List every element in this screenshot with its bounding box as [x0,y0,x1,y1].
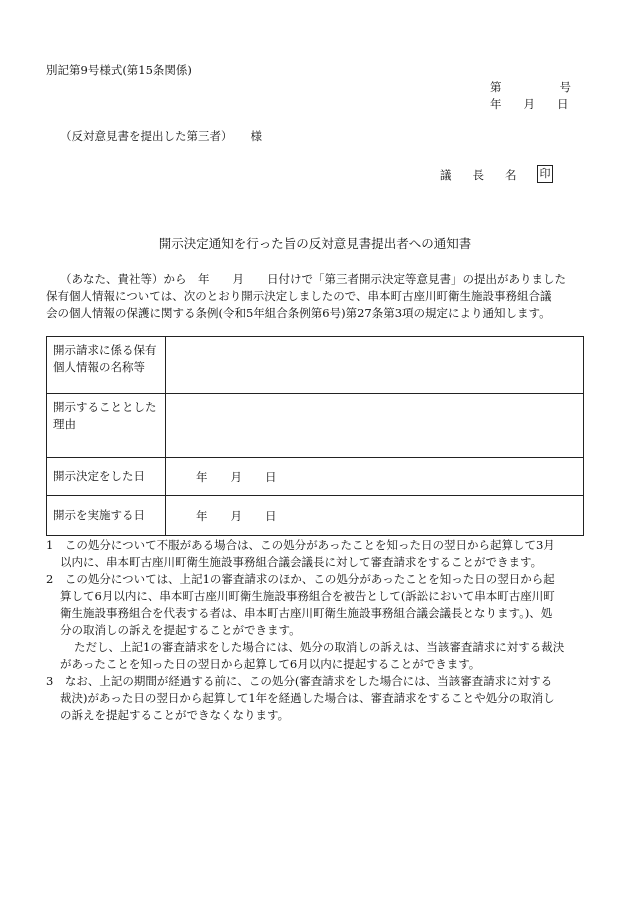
info-table [46,336,584,536]
table-row [47,496,584,536]
date-month: 月 [523,97,535,111]
note-2-continued: があったことを知った日の翌日から起算して6月以内に提起することができます。 [60,657,481,671]
row-label-info-name: 開示請求に係る保有個人情報の名称等 [47,337,166,394]
note-2: 2 この処分については、上記1の審査請求のほか、この処分があったことを知った日の翌日から起 [46,572,555,586]
document-title: 開示決定通知を行った旨の反対意見書提出者への通知書 [158,236,472,251]
table-row [47,394,584,458]
date-year: 年 [490,97,502,111]
body-line: 保有個人情報については、次のとおり開示決定しましたので、串本町古座川町衛生施設事務組合議 [46,289,552,303]
note-2-continued: 分の取消しの訴えを提起することができます。 [60,623,301,637]
document-date [490,96,569,112]
note-3-continued: 裁決)があった日の翌日から起算して1年を経過した場合は、審査請求をすることや処分の取消し [60,691,555,705]
number-suffix: 号 [559,80,571,94]
row-label-decision-date: 開示決定をした日 [47,458,166,496]
body-line: 会の個人情報の保護に関する条例(令和5年組合条例第6号)第27条第3項の規定により通知します。 [46,306,551,320]
recipient-honorific: 様 [250,129,262,143]
body-paragraph [46,271,586,322]
row-value-reason [166,394,584,458]
body-line: （あなた、貴社等）から 年 月 日付けで「第三者開示決定等意見書」の提出がありました [60,272,566,286]
note-3-continued: の訴えを提起することができなくなります。 [60,708,290,722]
signer-title: 議長名 [440,168,538,182]
document-number [490,79,571,95]
table-row [47,337,584,394]
note-1: 1 この処分について不服がある場合は、この処分があったことを知った日の翌日から起算して3月 [46,538,555,552]
note-1-continued: 以内に、串本町古座川町衛生施設事務組合議会議長に対して審査請求をすることができます。 [60,555,543,569]
note-2-continued: 算して6月以内に、串本町古座川町衛生施設事務組合を被告として(訴訟において串本町古座川町 [60,589,555,603]
row-label-implementation-date: 開示を実施する日 [47,496,166,536]
notes-section [46,537,596,724]
note-2-proviso: ただし、上記1の審査請求をした場合には、処分の取消しの訴えは、当該審査請求に対する裁決 [74,640,565,654]
table-row [47,458,584,496]
seal-box: 印 [537,165,553,183]
row-value-implementation-date: 年 月 日 [166,496,584,536]
note-3: 3 なお、上記の期間が経過する前に、この処分(審査請求をした場合には、当該審査請求に対する [46,674,553,688]
recipient-line [60,128,262,144]
row-label-reason: 開示することとした理由 [47,394,166,458]
date-day: 日 [557,97,569,111]
row-value-decision-date: 年 月 日 [166,458,584,496]
form-identifier: 別記第9号様式(第15条関係) [46,63,192,77]
recipient-name: （反対意見書を提出した第三者） [60,129,233,143]
row-value-info-name [166,337,584,394]
note-2-continued: 衛生施設事務組合を代表する者は、串本町古座川町衛生施設事務組合議会議長となります。)、処 [60,606,553,620]
number-prefix: 第 [490,80,502,94]
